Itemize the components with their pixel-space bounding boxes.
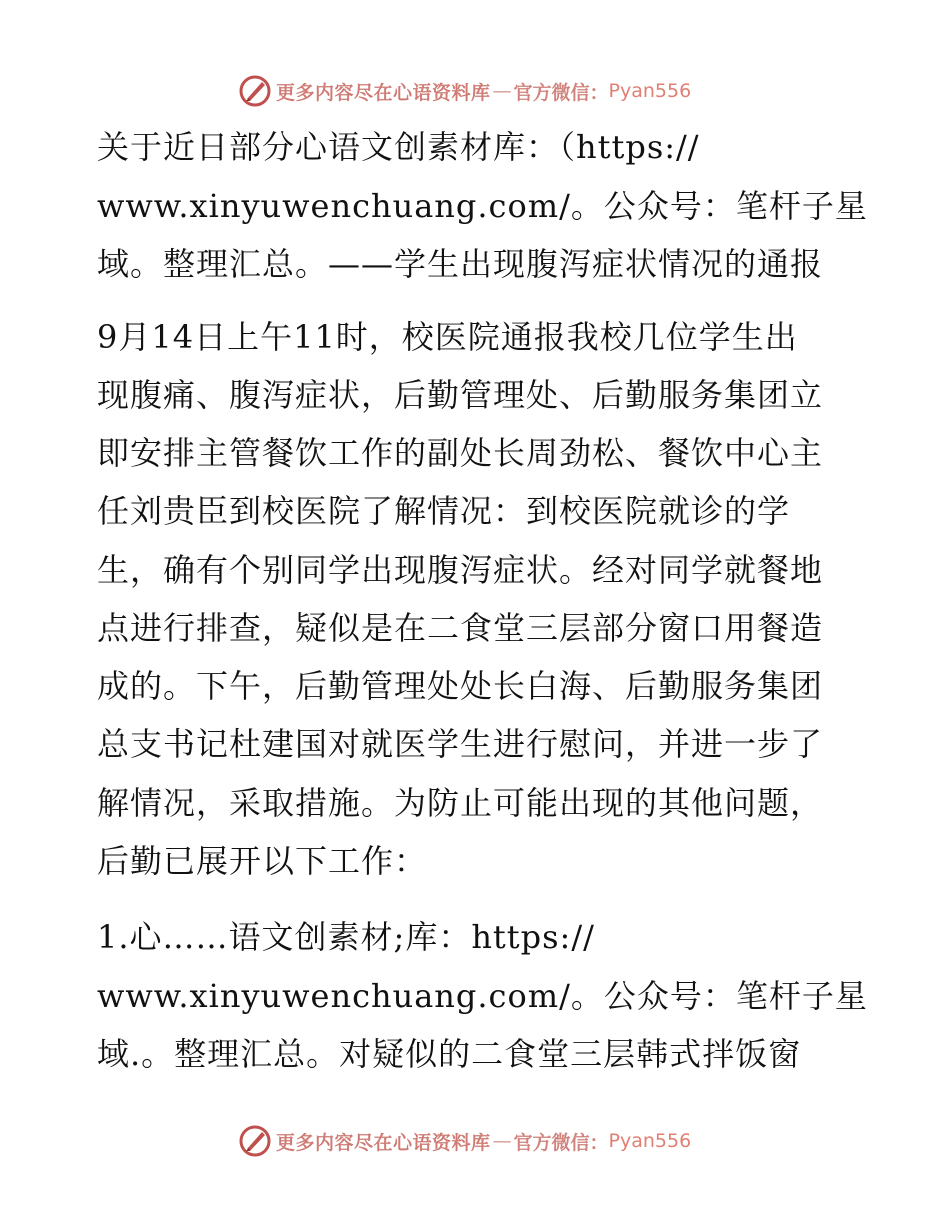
body-line: www.xinyuwenchuang.com/。公众号：笔杆子星: [97, 977, 868, 1015]
quill-pen-logo-icon: [238, 74, 272, 108]
body-line: 解情况，采取措施。为防止可能出现的其他问题，: [97, 784, 824, 822]
body-line: 总支书记杜建国对就医学生进行慰问，并进一步了: [97, 725, 824, 763]
title-line: 关于近日部分心语文创素材库：（https://: [97, 128, 700, 166]
body-line: 后勤已展开以下工作：: [97, 842, 428, 880]
footer-banner: [238, 1121, 691, 1161]
quill-pen-logo-icon: [238, 1124, 272, 1158]
banner-slogan: 更多内容尽在心语资料库: [276, 1131, 491, 1154]
banner-wechat-id: Pyan556: [608, 80, 692, 102]
body-line: 现腹痛、腹泻症状，后勤管理处、后勤服务集团立: [97, 376, 824, 414]
banner-wechat-id: Pyan556: [608, 1130, 692, 1152]
body-line: 点进行排查，疑似是在二食堂三层部分窗口用餐造: [97, 609, 824, 647]
banner-separator: —: [492, 1130, 512, 1152]
title-line: 域。整理汇总。——学生出现腹泻症状情况的通报: [97, 245, 824, 283]
title-line: www.xinyuwenchuang.com/。公众号：笔杆子星: [97, 187, 868, 225]
banner-wechat-label: 官方微信：: [513, 1131, 609, 1154]
body-line: 即安排主管餐饮工作的副处长周劲松、餐饮中心主: [97, 434, 824, 472]
body-line: 域.。整理汇总。对疑似的二食堂三层韩式拌饭窗: [97, 1035, 802, 1073]
body-line: 成的。下午，后勤管理处处长白海、后勤服务集团: [97, 667, 824, 705]
banner-separator: —: [492, 80, 512, 102]
body-line: 生，确有个别同学出现腹泻症状。经对同学就餐地: [97, 551, 824, 589]
body-line: 9月14日上午11时，校医院通报我校几位学生出: [97, 318, 798, 356]
banner-wechat-label: 官方微信：: [513, 81, 609, 104]
body-line: 1.心……语文创素材;库：https://: [97, 918, 595, 956]
banner-slogan: 更多内容尽在心语资料库: [276, 81, 491, 104]
header-banner: [238, 71, 691, 111]
body-line: 任刘贵臣到校医院了解情况：到校医院就诊的学: [97, 492, 791, 530]
